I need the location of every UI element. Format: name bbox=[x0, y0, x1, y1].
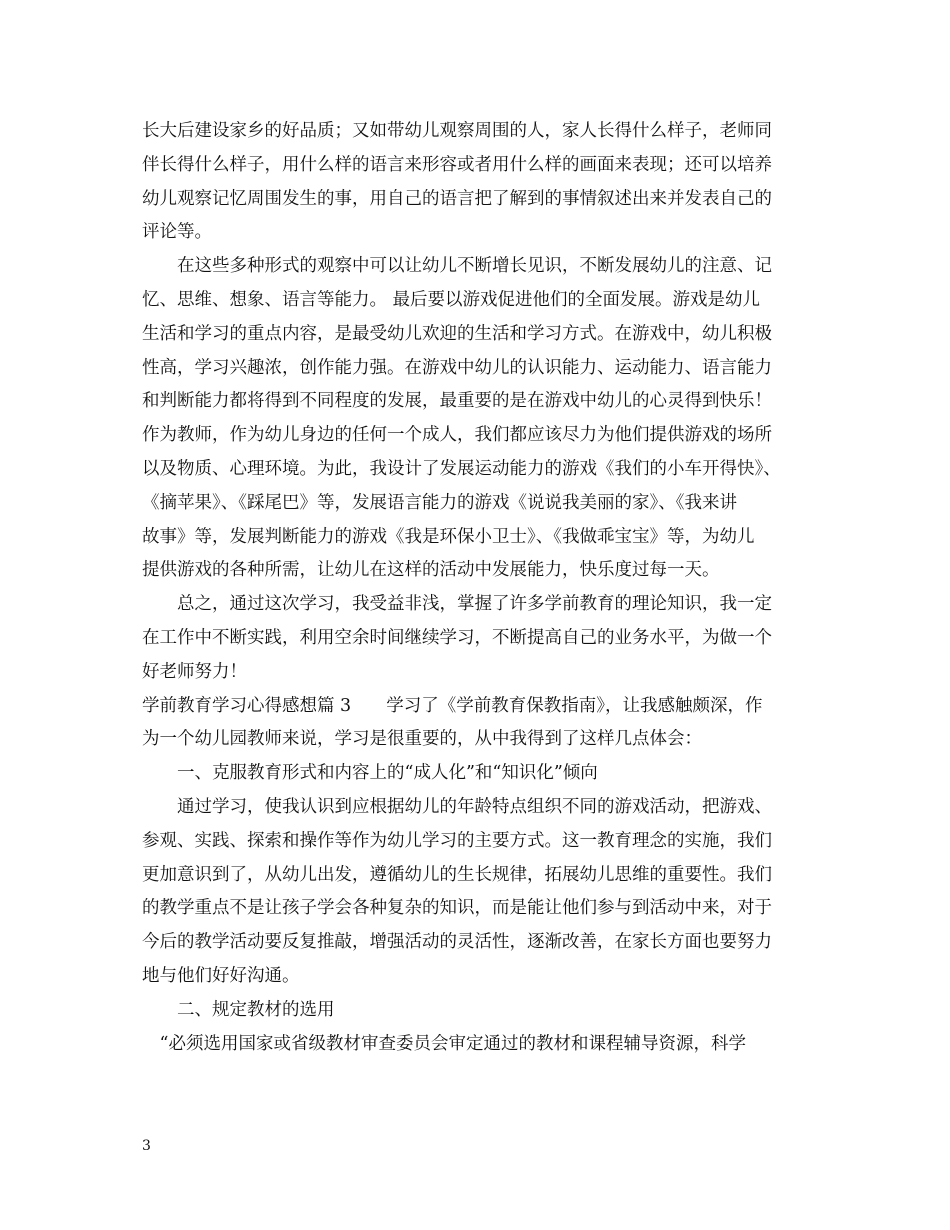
text-line: “必须选用国家或省级教材审查委员会审定通过的教材和课程辅导资源，科学 bbox=[142, 1033, 746, 1054]
text-line: 在这些多种形式的观察中可以让幼儿不断增长见识，不断发展幼儿的注意、记 bbox=[142, 256, 772, 277]
text-line: 作为教师，作为幼儿身边的任何一个成人，我们都应该尽力为他们提供游戏的场所 bbox=[142, 425, 772, 446]
subheading-line: 二、规定教材的选用 bbox=[142, 999, 335, 1020]
text-line: 评论等。 bbox=[142, 222, 212, 243]
text-line: 伴长得什么样子，用什么样的语言来形容或者用什么样的画面来表现；还可以培养 bbox=[142, 154, 772, 175]
text-line: 故事》等，发展判断能力的游戏《我是环保小卫士》、《我做乖宝宝》等，为幼儿 bbox=[142, 526, 755, 547]
text-line: 好老师努力！ bbox=[142, 661, 247, 682]
text-line: 更加意识到了，从幼儿出发，遵循幼儿的生长规律，拓展幼儿思维的重要性。我们 bbox=[142, 864, 772, 885]
text-line: 生活和学习的重点内容，是最受幼儿欢迎的生活和学习方式。在游戏中，幼儿积极 bbox=[142, 323, 772, 344]
text-line: 以及物质、心理环境。为此，我设计了发展运动能力的游戏《我们的小车开得快》、 bbox=[142, 458, 781, 479]
text-line: 幼儿观察记忆周围发生的事，用自己的语言把了解到的事情叙述出来并发表自己的 bbox=[142, 188, 772, 209]
text-line: 的教学重点不是让孩子学会各种复杂的知识，而是能让他们参与到活动中来，对于 bbox=[142, 898, 772, 919]
text-line: 长大后建设家乡的好品质；又如带幼儿观察周围的人，家人长得什么样子，老师同 bbox=[142, 121, 772, 141]
subheading-line: 一、克服教育形式和内容上的“成人化”和“知识化”倾向 bbox=[142, 763, 598, 784]
text-line: 在工作中不断实践，利用空余时间继续学习，不断提高自己的业务水平，为做一个 bbox=[142, 627, 772, 648]
body-text bbox=[142, 115, 818, 1061]
text-line: 参观、实践、探索和操作等作为幼儿学习的主要方式。这一教育理念的实施，我们 bbox=[142, 830, 772, 851]
section-heading-line: 学前教育学习心得感想篇 3 学习了《学前教育保教指南》，让我感触颇深，作 bbox=[142, 695, 763, 716]
page-number: 3 bbox=[142, 1138, 151, 1154]
text-line: 通过学习，使我认识到应根据幼儿的年龄特点组织不同的游戏活动，把游戏、 bbox=[142, 796, 772, 817]
text-line: 性高，学习兴趣浓，创作能力强。在游戏中幼儿的认识能力、运动能力、语言能力 bbox=[142, 357, 772, 378]
text-line: 今后的教学活动要反复推敲，增强活动的灵活性，逐渐改善，在家长方面也要努力 bbox=[142, 932, 772, 953]
text-line: 地与他们好好沟通。 bbox=[142, 965, 300, 986]
text-line: 忆、思维、想象、语言等能力。 最后要以游戏促进他们的全面发展。游戏是幼儿 bbox=[142, 289, 761, 310]
text-line: 为一个幼儿园教师来说，学习是很重要的，从中我得到了这样几点体会： bbox=[142, 729, 702, 750]
text-line: 和判断能力都将得到不同程度的发展，最重要的是在游戏中幼儿的心灵得到快乐！ bbox=[142, 391, 772, 412]
text-line: 《摘苹果》、《踩尾巴》等，发展语言能力的游戏《说说我美丽的家》、《我来讲 bbox=[142, 492, 737, 513]
text-line: 总之，通过这次学习，我受益非浅，掌握了许多学前教育的理论知识，我一定 bbox=[142, 594, 772, 615]
text-line: 提供游戏的各种所需，让幼儿在这样的活动中发展能力，快乐度过每一天。 bbox=[142, 560, 720, 581]
